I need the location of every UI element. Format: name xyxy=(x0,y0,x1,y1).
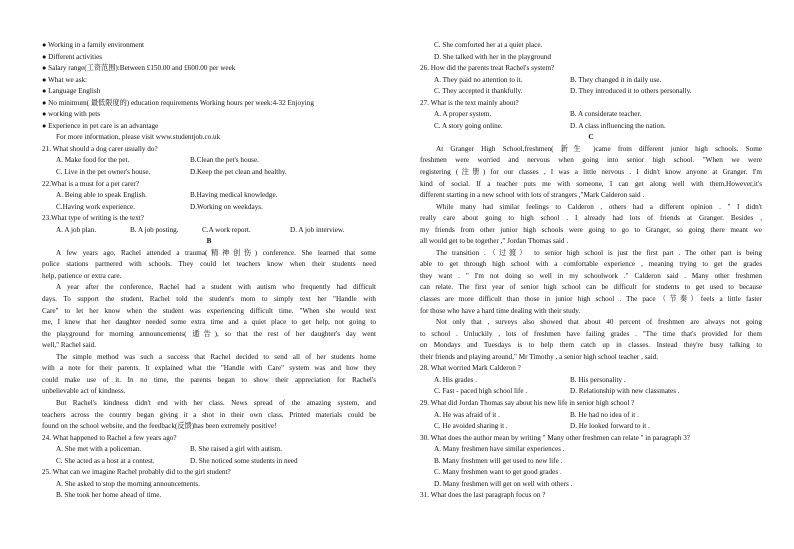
question-22-options-row1 xyxy=(42,190,376,202)
bullet-item: ● Experience in pet care is an advantage xyxy=(42,121,159,130)
question-21-options-row1 xyxy=(42,155,376,167)
passage-c-paragraph-2: While many had similar feelings to Calderon , others had a different opinion . " I didn't really care about going to high school . I already had lots of friends at Granger. Besides , my friends from other junior high schools were going to go to Granger, so going there meant we all would get to be together ," Jordan Thomas said . xyxy=(420,202,762,246)
option-a: A. A proper system. xyxy=(434,110,492,119)
question-24-stem: 24. What happened to Rachel a few years ago? xyxy=(42,433,177,442)
option-b: B. A considerate teacher. xyxy=(570,110,642,119)
passage-c-paragraph-3: The transition .（过渡） to senior high school is just the first part . The other part is being able to get through high school with a comfortable experience , meaning trying to get the grades they want . " I'm not doing so well in my schoolwork ." Calderon said . Many other freshmen can relate. The first year of senior high school can be difficult for students to get used to because classes are more difficult than those in junior high school . The pace（节奏）feels a little faster for those who have a hard time dealing with their study. xyxy=(420,248,762,315)
option-b: B. A job posting. xyxy=(130,225,179,234)
option-b: B. Many freshmen will get used to new life . xyxy=(434,456,563,465)
question-24-options-row2 xyxy=(42,456,376,468)
left-column xyxy=(42,40,376,502)
passage-b-paragraph-2: A year after the conference, Rachel had a student with autism who frequently had difficult days. To support the student, Rachel told the student's mom to simply text her "Handle with Care" to let her know when the student was experiencing difficult time. "When she would text me, I knew that her daughter needed some extra time and a quiet place to get help, not going to the playground for morning announcements( 通告), so that the rest of her daughter's day went well," Rachel said. xyxy=(42,283,376,350)
option-c: C. He avoided sharing it . xyxy=(434,422,508,431)
question-29-options-row1 xyxy=(420,410,762,422)
option-d: D. A job interview. xyxy=(290,225,345,234)
question-21-stem: 21. What should a dog carer usually do? xyxy=(42,144,158,153)
option-c: C. Live in the pet owner's house. xyxy=(56,168,151,177)
bullet-item: ● Working in a family environment xyxy=(42,41,145,49)
option-b: B. His personality . xyxy=(570,375,626,384)
option-b: B.Having medical knowledge. xyxy=(190,191,278,200)
passage-b-paragraph-4: But Rachel's kindness didn't end with her class. News spread of the amazing system, and teachers across the country began giving it a shot in their own class. Printed materials could be found on the school website, and the feedback(反馈)has been extremely positive! xyxy=(42,398,376,431)
option-d: D.Working on weekdays. xyxy=(190,202,263,211)
option-a: A. He was afraid of it . xyxy=(434,410,500,419)
option-c: C. Fast - paced high school life . xyxy=(434,387,528,396)
option-d: D. She talked with her in the playground xyxy=(434,52,551,61)
option-b: B.Clean the pet's house. xyxy=(190,156,259,165)
option-d: D.Keep the pet clean and healthy. xyxy=(190,168,287,177)
option-b: B. They changed it in daily use. xyxy=(570,75,662,84)
option-a: A. A job plan. xyxy=(56,225,97,234)
option-a: A. She met with a policeman. xyxy=(56,445,142,454)
question-23-options xyxy=(42,225,376,237)
question-26-options-row2 xyxy=(420,86,762,98)
question-21-options-row2 xyxy=(42,167,376,179)
option-d: D. A class influencing the nation. xyxy=(570,121,666,130)
question-26-options-row1 xyxy=(420,75,762,87)
option-d: D. They introduced it to others personally. xyxy=(570,87,692,96)
option-a: A. She asked to stop the morning announcements. xyxy=(56,479,200,488)
question-28-stem: 28. What worried Mark Calderon ? xyxy=(420,364,521,373)
question-25-stem: 25. What can we imagine Rachel probably did to the girl student? xyxy=(42,468,231,477)
option-a: A. His grades . xyxy=(434,375,477,384)
option-c: C. She comforted her at a quiet place. xyxy=(434,41,543,49)
question-27-stem: 27. What is the text mainly about? xyxy=(420,98,519,107)
option-c: C.Having work experience. xyxy=(56,202,136,211)
option-d: D. She noticed some students in need xyxy=(190,456,298,465)
question-28-options-row2 xyxy=(420,386,762,398)
option-a: A. They paid no attention to it. xyxy=(434,75,523,84)
option-b: B. He had no idea of it . xyxy=(570,410,639,419)
passage-b-paragraph-3: The simple method was such a success that Rachel decided to send all of her students home with a note for their parents. It explained what the "Handle with Care" system was and how they could make use of it. In no time, the parents began to show their appreciation for Rachel's unbelievable act of kindness. xyxy=(42,352,376,396)
question-29-stem: 29. What did Jordan Thomas say about his new life in senior high school ? xyxy=(420,398,635,407)
option-d: D. He looked forward to it . xyxy=(570,422,650,431)
option-c: C. She acted as a host at a contest. xyxy=(56,456,155,465)
option-d: D. Relationship with new classmates . xyxy=(570,387,680,396)
question-22-stem: 22.What is a must for a pet carer? xyxy=(42,179,139,188)
right-column xyxy=(420,40,762,502)
question-29-options-row2 xyxy=(420,421,762,433)
bullet-item: ● What we ask: xyxy=(42,75,88,84)
question-27-options-row2 xyxy=(420,121,762,133)
option-c: C.A work report. xyxy=(202,225,251,234)
question-22-options-row2 xyxy=(42,202,376,214)
option-c: C. Many freshmen want to get good grades . xyxy=(434,468,562,477)
passage-c-paragraph-1: At Granger High School,freshmen( 新生 )came from different junior high schools. Some freshmen were worried and nervous when going into senior high school. "When we were registering (注册) for our classes , I was a little nervous . I didn't know anyone at Granger. I'm kind of social. If a teacher puts me with someone, I can get along well with them.However,it's different starting in a new school with lots of strangers ,"Mark Calderon said . xyxy=(420,144,762,200)
bullet-item: ● working with pets xyxy=(42,110,101,119)
question-26-stem: 26. How did the parents treat Rachel's system? xyxy=(420,64,555,73)
option-c: C. A story going online. xyxy=(434,121,503,130)
option-b: B. She took her home ahead of time. xyxy=(56,491,162,500)
option-a: A. Being able to speak English. xyxy=(56,191,147,200)
question-28-options-row1 xyxy=(420,375,762,387)
more-info-line: For more information, please visit www.studentjob.co.uk xyxy=(56,133,221,142)
option-b: B. She raised a girl with autism. xyxy=(190,445,283,454)
option-a: A. Make food for the pet. xyxy=(56,156,130,165)
bullet-item: ● No minimum( 最低限度的) education requirements Working hours per week:4-32 Enjoying xyxy=(42,98,314,107)
section-b-heading: B xyxy=(206,237,212,246)
bullet-item: ● Language English xyxy=(42,87,101,96)
option-a: A. Many freshmen have similar experiences . xyxy=(434,445,565,454)
section-c-heading: C xyxy=(588,133,594,142)
bullet-item: ● Salary range(工资范围):Between £150.00 and £600.00 per week xyxy=(42,64,236,73)
question-31-stem: 31. What does the last paragraph focus on ? xyxy=(420,491,546,500)
passage-b-paragraph-1: A few years ago, Rachel attended a trauma(精神创伤) conference. She learned that some police stations partnered with schools. They could let teachers know when their students need help, patience or extra care. xyxy=(42,248,376,280)
option-d: D. Many freshmen will get on well with others . xyxy=(434,479,573,488)
bullet-item: ● Different activities xyxy=(42,52,103,61)
question-30-stem: 30. What does the author mean by writing " Many other freshmen can relate " in paragraph 3? xyxy=(420,433,690,442)
passage-c-paragraph-4: Not only that , surveys also showed that about 40 percent of freshmen are always not going to school . Unluckily , lots of freshmen have failing grades . "The time that's provided for them on Mondays and Tuesdays is to help them catch up in classes. Instead they're busy talking to their friends and playing around," Mr Timothy , a senior high school teacher , said. xyxy=(420,318,762,361)
question-27-options-row1 xyxy=(420,109,762,121)
question-24-options-row1 xyxy=(42,444,376,456)
option-c: C. They accepted it thankfully. xyxy=(434,87,523,96)
question-23-stem: 23.What type of writing is the text? xyxy=(42,214,144,223)
